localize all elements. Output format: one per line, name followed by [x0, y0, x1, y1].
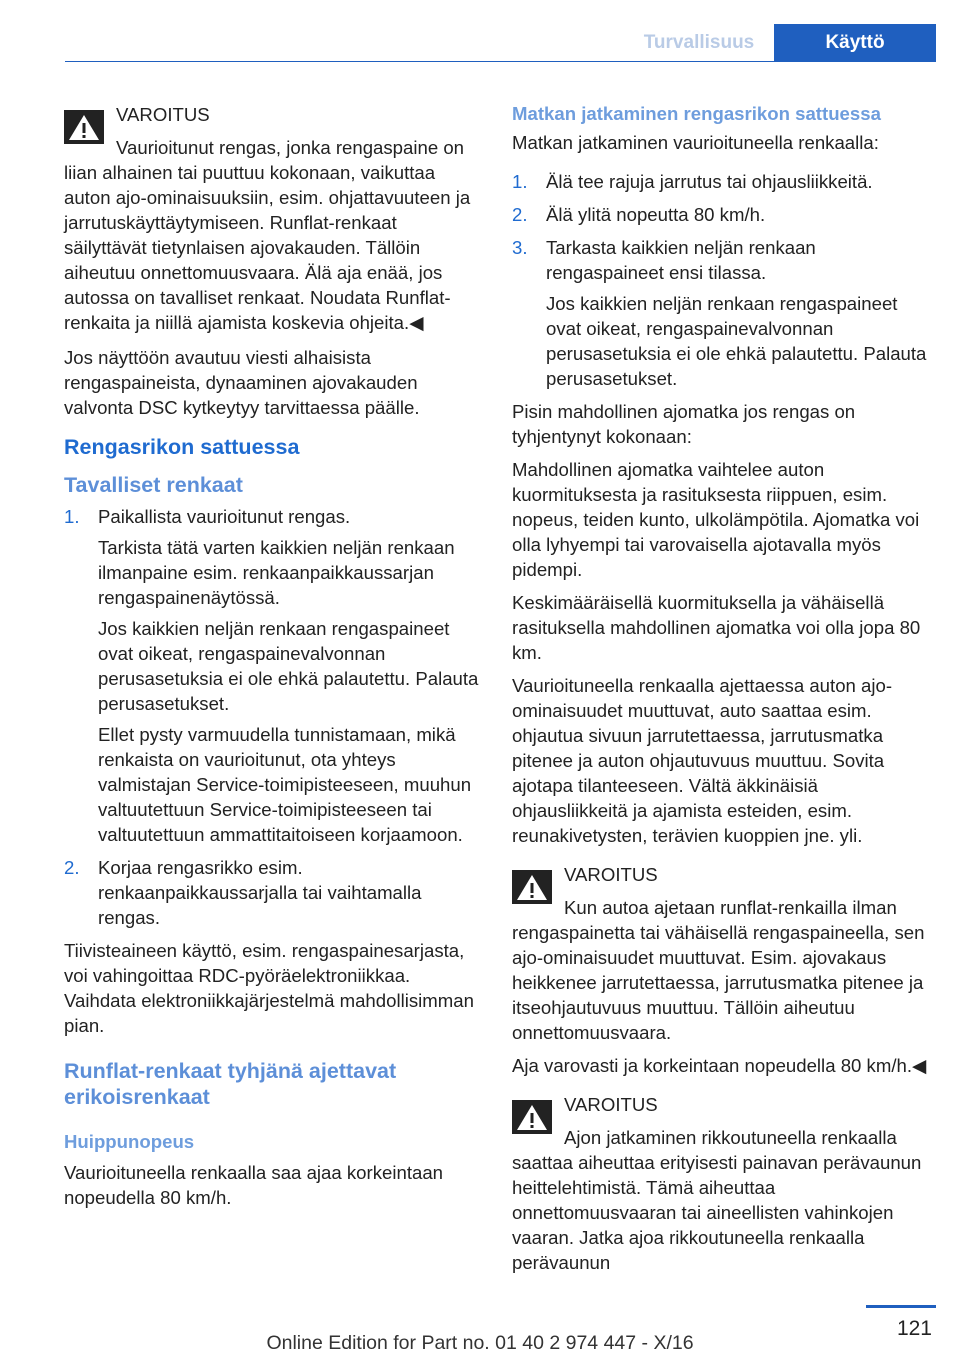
paragraph-mahdollinen: Mahdollinen ajomatka vaihtelee auton kuormituksesta ja rasituksesta riippuen, esim. nopeus, teiden kunto, ulkolämpötila. Ajomatka voi olla lyhyempi tai varovaisella ajotavalla myös pidempi.: [512, 459, 920, 580]
warning-triangle-icon: [512, 1100, 552, 1134]
list-item: [512, 202, 930, 227]
step-number: 3.: [512, 237, 528, 258]
paragraph-dsc: Jos näyttöön avautuu viesti alhaisista rengaspaineista, dynaaminen ajovakauden valvonta DSC kytkeytyy tarvittaessa päälle.: [64, 347, 420, 418]
step-number: 1.: [512, 171, 528, 192]
warning-text: Ajon jatkaminen rikkoutuneella renkaalla saattaa aiheuttaa erityisesti painavan perävaunun heittelehtimistä. Tämä aiheuttaa onnettomuusvaaran tai aineellisten vahinkojen vaaran. Jatka ajoa rikkoutuneella renkaalla perävaunun: [512, 1127, 922, 1273]
heading-matkan-jatkaminen: Matkan jatkaminen rengasrikon sattuessa: [512, 103, 881, 124]
step-text: Älä ylitä nopeutta 80 km/h.: [546, 204, 766, 225]
step-number: 2.: [64, 857, 80, 878]
left-column: [64, 102, 482, 1218]
warning-block: [64, 102, 482, 335]
paragraph-vaurioituneella: Vaurioituneella renkaalla ajettaessa auton ajo-ominaisuudet muuttuvat, auto saattaa esim. ohjautua sivuun jarrutettaessa, jarrutusmatka pitenee ja auton ohjautuvuus muuttuu. Sovita ajotapa tilanteeseen. Vältä äkkinäisiä ohjausliikkeitä ja ajamista esteiden, esim. reunakivetysten, terävien kuoppien jne. yli.: [512, 675, 893, 846]
page-number: 121: [896, 1317, 932, 1340]
heading-rengasrikon: Rengasrikon sattuessa: [64, 435, 300, 459]
warning-block: [512, 1092, 930, 1275]
steps-list: [64, 504, 482, 930]
warning-text: Vaurioitunut rengas, jonka rengaspaine on liian alhainen tai puuttuu kokonaan, vaikuttaa auton ajo-ominaisuuksiin, esim. ohjattavuuteen ja jarrutuskäyttäytymiseen. Runflat-renkaat säilyttävät tietynlaisen ajovakauden. Tällöin aiheutuu onnettomuusvaara. Älä aja enää, jos autossa on tavalliset renkaat. Noudata Runflat-renkaita ja niillä ajamista koskevia ohjeita.◀: [64, 137, 471, 333]
list-item: [512, 169, 930, 194]
step-text: Älä tee rajuja jarrutus tai ohjausliikkeitä.: [546, 171, 873, 192]
edition-footer: Online Edition for Part no. 01 40 2 974 447 - X/16: [266, 1332, 694, 1354]
step-text: Korjaa rengasrikko esim. renkaanpaikkaussarjalla tai vaihtamalla rengas.: [98, 857, 422, 928]
paragraph-tiiviste: Tiivisteaineen käyttö, esim. rengaspainesarjasta, voi vahingoittaa RDC-pyöräelektroniikkaa. Vaihdata elektroniikkajärjestelmä mahdollisimman pian.: [64, 940, 474, 1036]
heading-tavalliset: Tavalliset renkaat: [64, 473, 243, 497]
header-tabs: [624, 24, 936, 62]
step-number: 1.: [64, 506, 80, 527]
warning-title: VAROITUS: [564, 864, 658, 885]
paragraph-huippunopeus: Vaurioituneella renkaalla saa ajaa korkeintaan nopeudella 80 km/h.: [64, 1162, 444, 1208]
warning-text: Aja varovasti ja korkeintaan nopeudella 80 km/h.◀: [512, 1055, 927, 1076]
list-item: [512, 235, 930, 391]
step-subtext: Jos kaikkien neljän renkaan rengaspaineet ovat oikeat, rengaspainevalvonnan perusasetuksia ei ole ehkä palautettu. Palauta perusasetukset.: [98, 618, 479, 714]
warning-text: Kun autoa ajetaan runflat-renkailla ilman rengaspainetta tai vähäisellä rengaspaineella, sen ajo-ominaisuudet muuttuvat. Esim. ajovakaus heikkenee jarrutettaessa, jarrutusmatka pitenee ja itseohjautuvuus muuttuu. Tällöin aiheutuu onnettomuusvaara.: [512, 897, 925, 1043]
warning-block: [512, 862, 930, 1078]
warning-title: VAROITUS: [116, 104, 210, 125]
warning-triangle-icon: [512, 870, 552, 904]
warning-title: VAROITUS: [564, 1094, 658, 1115]
heading-huippunopeus: Huippunopeus: [64, 1131, 195, 1152]
paragraph-keskimaarainen: Keskimääräisellä kuormituksella ja vähäisellä rasituksella mahdollinen ajomatka voi olla jopa 80 km.: [512, 592, 921, 663]
list-item: [64, 855, 482, 930]
footer-rule: [866, 1305, 936, 1308]
step-subtext: Jos kaikkien neljän renkaan rengaspaineet ovat oikeat, rengaspainevalvonnan perusasetuksia ei ole ehkä palautettu. Palauta perusasetukset.: [546, 293, 927, 389]
step-subtext: Tarkista tätä varten kaikkien neljän renkaan ilmanpaine esim. renkaanpaikkaussarjan rengaspainenäytössä.: [98, 537, 455, 608]
tab-turvallisuus[interactable]: Turvallisuus: [624, 24, 774, 62]
steps-list: [512, 169, 930, 391]
paragraph-intro: Matkan jatkaminen vaurioituneella renkaalla:: [512, 132, 879, 153]
right-column: [512, 102, 930, 1285]
tab-kaytto[interactable]: Käyttö: [774, 24, 936, 62]
list-item: [64, 504, 482, 847]
header-rule: [65, 61, 936, 62]
step-text: Tarkasta kaikkien neljän renkaan rengaspaineet ensi tilassa.: [546, 237, 816, 283]
heading-runflat: Runflat-renkaat tyhjänä ajettavat erikoisrenkaat: [64, 1059, 397, 1109]
step-text: Paikallista vaurioitunut rengas.: [98, 506, 351, 527]
step-number: 2.: [512, 204, 528, 225]
warning-triangle-icon: [64, 110, 104, 144]
paragraph-pisin: Pisin mahdollinen ajomatka jos rengas on tyhjentynyt kokonaan:: [512, 401, 856, 447]
step-subtext: Ellet pysty varmuudella tunnistamaan, mikä renkaista on vaurioitunut, ota yhteys valmistajan Service-toimipisteeseen, muuhun valtuutettuun Service-toimipisteeseen tai valtuutettuun ammattitaitoiseen korjaamoon.: [98, 724, 472, 845]
